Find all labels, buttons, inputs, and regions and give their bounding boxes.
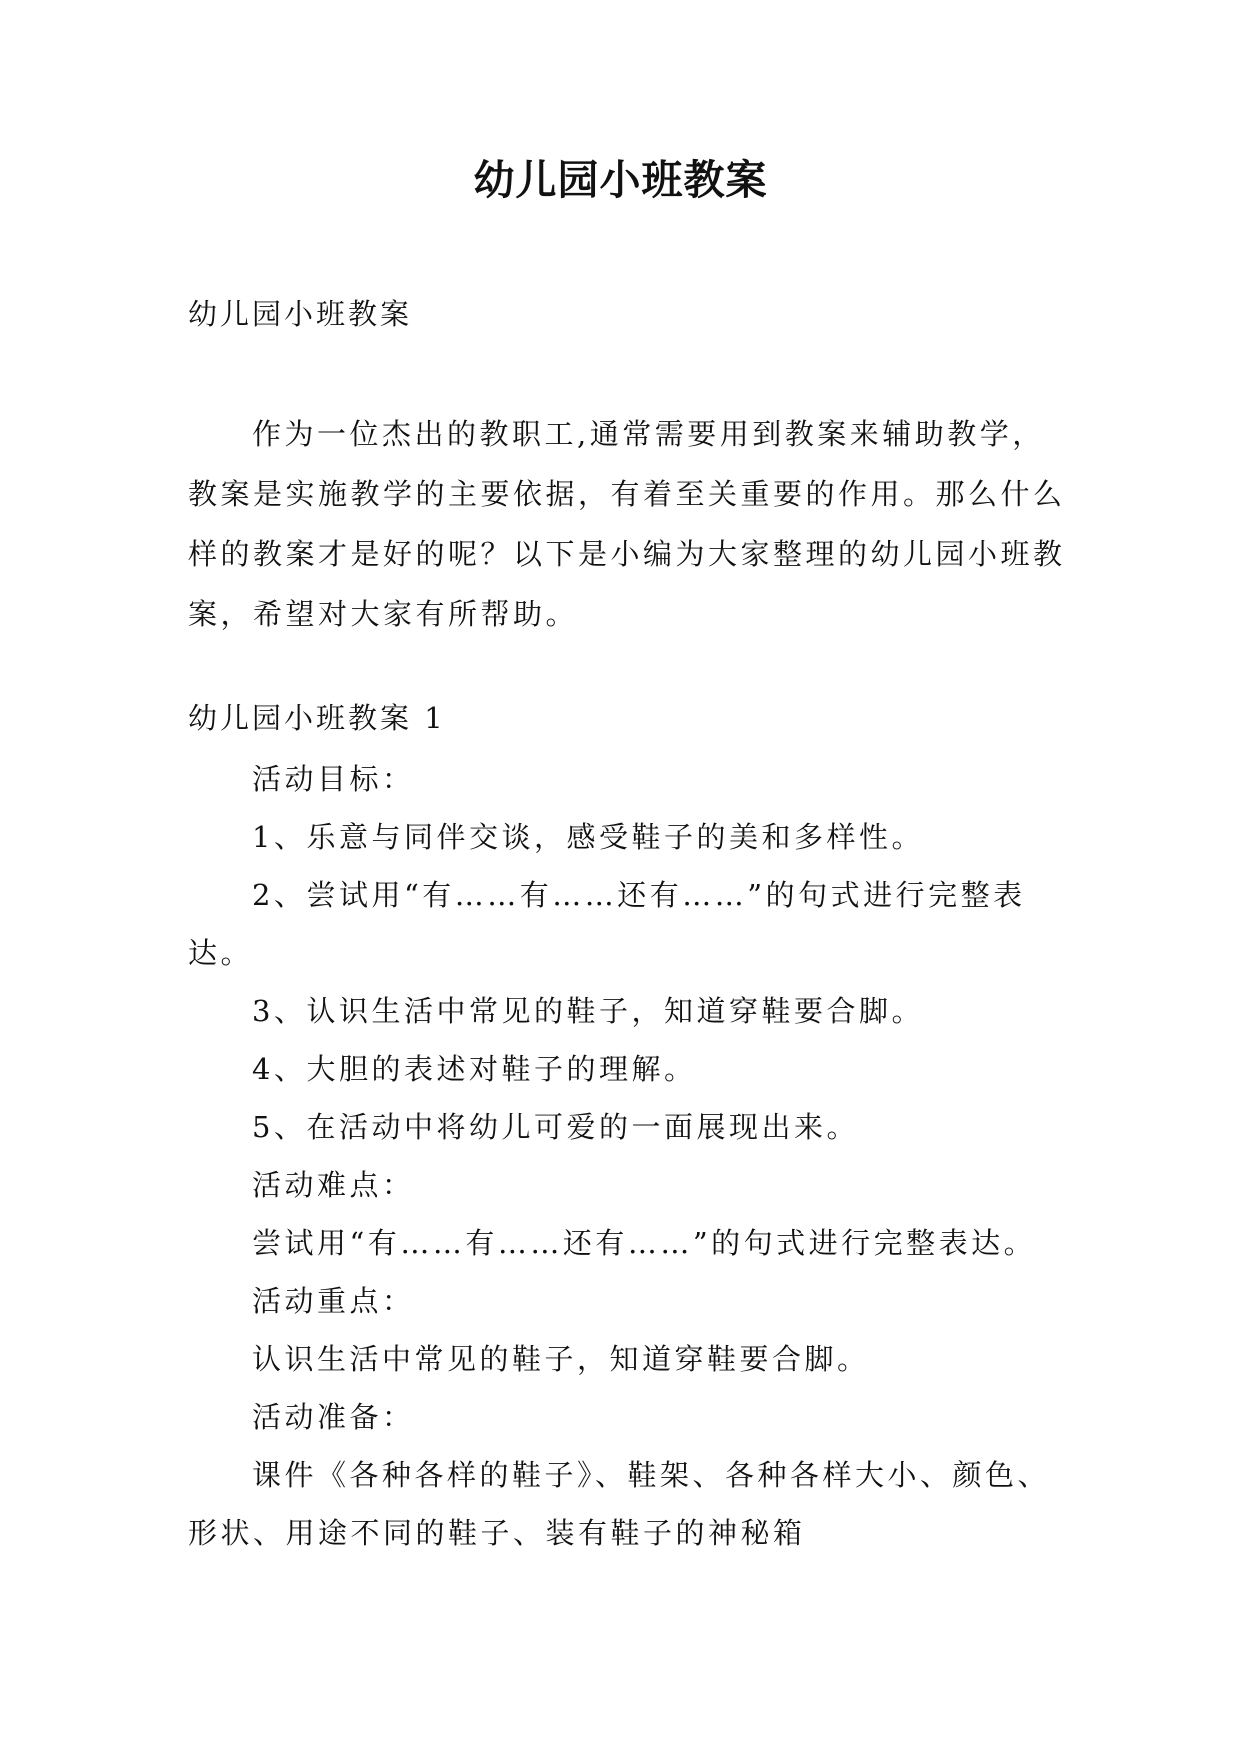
objective-item-1: 1、乐意与同伴交谈，感受鞋子的美和多样性。: [252, 820, 924, 854]
document-title: 幼儿园小班教案: [473, 156, 768, 204]
objective-item-5: 5、在活动中将幼儿可爱的一面展现出来。: [252, 1110, 859, 1144]
objective-item-2: 2、尝试用“有……有……还有……”的句式进行完整表达。: [188, 878, 1026, 970]
section-title: 幼儿园小班教案 1: [188, 701, 446, 735]
objective-item-4: 4、大胆的表述对鞋子的理解。: [252, 1052, 697, 1086]
heading-objectives: 活动目标：: [252, 762, 415, 796]
section-body: [188, 750, 1068, 1562]
focus-text: 认识生活中常见的鞋子，知道穿鞋要合脚。: [252, 1342, 870, 1376]
difficulty-text: 尝试用“有……有……还有……”的句式进行完整表达。: [252, 1226, 1037, 1260]
heading-focus: 活动重点：: [252, 1284, 415, 1318]
heading-difficulty: 活动难点：: [252, 1168, 415, 1202]
objective-item-3: 3、认识生活中常见的鞋子，知道穿鞋要合脚。: [252, 994, 924, 1028]
document-subtitle: 幼儿园小班教案: [188, 297, 413, 331]
preparation-text: 课件《各种各样的鞋子》、鞋架、各种各样大小、颜色、形状、用途不同的鞋子、装有鞋子的神秘箱: [188, 1458, 1051, 1550]
intro-paragraph: 作为一位杰出的教职工,通常需要用到教案来辅助教学，教案是实施教学的主要依据，有着至关重要的作用。那么什么样的教案才是好的呢？以下是小编为大家整理的幼儿园小班教案，希望对大家有所帮助。: [188, 417, 1066, 631]
heading-preparation: 活动准备：: [252, 1400, 415, 1434]
